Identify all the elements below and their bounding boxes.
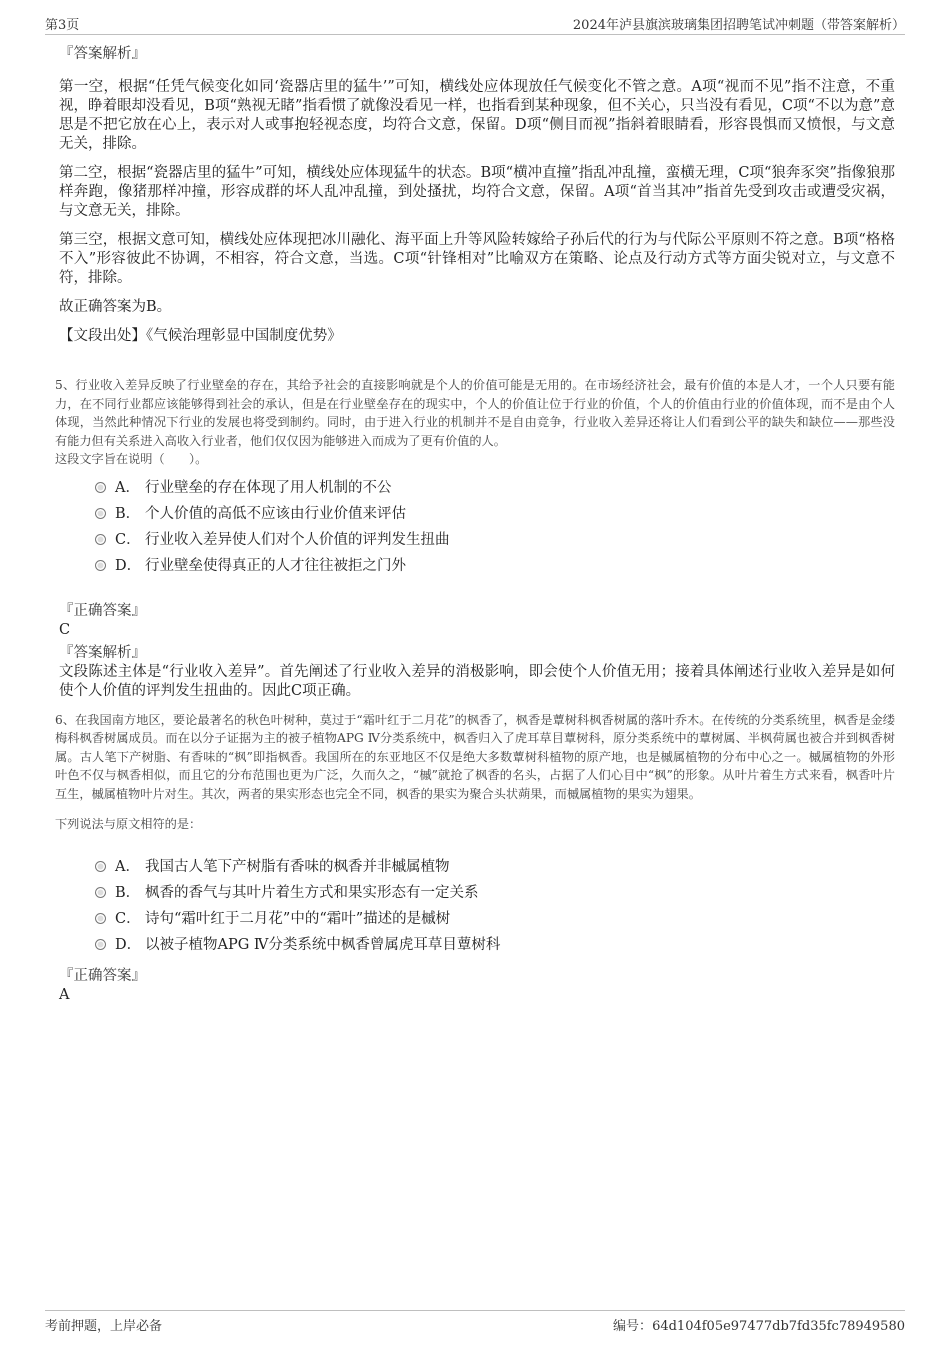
option-c[interactable]: C． 诗句“霜叶红于二月花”中的“霜叶”描述的是槭树 (95, 906, 895, 932)
correct-answer-tag: 『正确答案』 (59, 602, 146, 619)
analysis-paragraph: 第三空，根据文意可知，横线处应体现把冰川融化、海平面上升等风险转嫁给子孙后代的行为与代际公平原则不符之意。B项“格格不入”形容彼此不协调，不相容，符合文意，当选。C项“针锋相对”比喻双方在策略、论点及行动方式等方面尖锐对立，与文意不符，排除。 (59, 232, 895, 286)
analysis-conclusion: 故正确答案为B。 (59, 299, 172, 315)
source-citation: 【文段出处】《气候治理彰显中国制度优势》 (59, 328, 342, 344)
radio-icon[interactable] (95, 534, 106, 545)
q4-analysis (55, 44, 895, 346)
analysis-tag: 『答案解析』 (59, 46, 146, 62)
option-d[interactable]: D． 以被子植物APG Ⅳ分类系统中枫香曾属虎耳草目蕈树科 (95, 932, 895, 958)
document-title: 2024年泸县旗滨玻璃集团招聘笔试冲刺题（带答案解析） (572, 18, 905, 33)
page-number: 第3页 (45, 18, 80, 33)
question-prompt: 这段文字旨在说明（ ）。 (55, 452, 208, 466)
option-c[interactable]: C． 行业收入差异使人们对个人价值的评判发生扭曲 (95, 527, 895, 553)
option-list (95, 475, 895, 579)
option-b[interactable]: B． 个人价值的高低不应该由行业价值来评估 (95, 501, 895, 527)
question-prompt: 下列说法与原文相符的是： (55, 817, 202, 831)
radio-icon[interactable] (95, 482, 106, 493)
footer-slogan: 考前押题，上岸必备 (45, 1319, 163, 1334)
radio-icon[interactable] (95, 913, 106, 924)
correct-answer: C (59, 621, 71, 638)
analysis-paragraph: 第一空，根据“任凭气候变化如同‘瓷器店里的猛牛’”可知，横线处应体现放任气候变化不管之意。A项“视而不见”指不注意，不重视，睁着眼却没看见，B项“熟视无睹”指看惯了就像没看见一样，也指看到某种现象，但不关心，只当没有看见，C项“不以为意”意思是不把它放在心上，表示对人或事抱轻视态度，均符合文意，保留。D项“侧目而视”指斜着眼睛看，形容畏惧而又愤恨，与文意无关，排除。 (59, 79, 895, 152)
analysis-tag: 『答案解析』 (59, 644, 146, 661)
radio-icon[interactable] (95, 508, 106, 519)
serial-number: 编号：64d104f05e97477db7fd35fc78949580 (613, 1319, 905, 1334)
radio-icon[interactable] (95, 861, 106, 872)
option-list (95, 854, 895, 958)
analysis-paragraph: 第二空，根据“瓷器店里的猛牛”可知，横线处应体现猛牛的状态。B项“横冲直撞”指乱冲乱撞，蛮横无理，C项“狼奔豕突”指像狼那样奔跑，像猪那样冲撞，形容成群的坏人乱冲乱撞，到处搔扰，均符合文意，保留。A项“首当其冲”指首先受到攻击或遭受灾祸，与文意无关，排除。 (59, 165, 895, 219)
correct-answer-tag: 『正确答案』 (59, 967, 146, 984)
option-b[interactable]: B． 枫香的香气与其叶片着生方式和果实形态有一定关系 (95, 880, 895, 906)
question-5 (55, 376, 895, 701)
radio-icon[interactable] (95, 560, 106, 571)
option-a[interactable]: A． 行业壁垒的存在体现了用人机制的不公 (95, 475, 895, 501)
option-d[interactable]: D． 行业壁垒使得真正的人才往往被拒之门外 (95, 553, 895, 579)
page-content (55, 44, 895, 1004)
question-stem: 5、行业收入差异反映了行业壁垒的存在，其给予社会的直接影响就是个人的价值可能是无用的。在市场经济社会，最有价值的本是人才，一个人只要有能力，在不同行业都应该能够得到社会的承认，但是在行业壁垒存在的现实中，个人的价值让位于行业的价值，个人的价值由行业的价值体现，而不是由个人体现，当然此种情况下行业的发展也将受到制约。同时，由于进入行业的机制并不是自由竞争，行业收入差异还将让人们看到公平的缺失和缺位——那些没有能力但有关系进入高收入行业者，他们仅仅因为能够进入而成为了更有价值的人。 (55, 378, 895, 448)
analysis-paragraph: 文段陈述主体是“行业收入差异”。首先阐述了行业收入差异的消极影响，即会使个人价值无用；接着具体阐述行业收入差异是如何使个人价值的评判发生扭曲的。因此C项正确。 (59, 663, 895, 699)
page-footer (45, 1310, 905, 1335)
question-stem: 6、在我国南方地区，要论最著名的秋色叶树种，莫过于“霜叶红于二月花”的枫香了，枫香是蕈树科枫香树属的落叶乔木。在传统的分类系统里，枫香是金缕梅科枫香树属成员。而在以分子证据为主的被子植物APG Ⅳ分类系统中，枫香归入了虎耳草目蕈树科，原分类系统中的蕈树属、半枫荷属也被合并到枫香树属。古人笔下产树脂、有香味的“枫”即指枫香。我国所在的东亚地区不仅是绝大多数蕈树科植物的原产地，也是槭属植物的分布中心之一。槭属植物的外形叶色不仅与枫香相似，而且它的分布范围也更为广泛，久而久之，“槭”就抢了枫香的名头，占据了人们心目中“枫”的形象。从叶片着生方式来看，枫香叶片互生，槭属植物叶片对生。其次，两者的果实形态也完全不同，枫香的果实为聚合头状蒴果，而槭属植物的果实为翅果。 (55, 712, 895, 801)
radio-icon[interactable] (95, 939, 106, 950)
question-6 (55, 711, 895, 1004)
page-header (45, 14, 905, 35)
correct-answer: A (59, 986, 70, 1003)
option-a[interactable]: A． 我国古人笔下产树脂有香味的枫香并非槭属植物 (95, 854, 895, 880)
radio-icon[interactable] (95, 887, 106, 898)
